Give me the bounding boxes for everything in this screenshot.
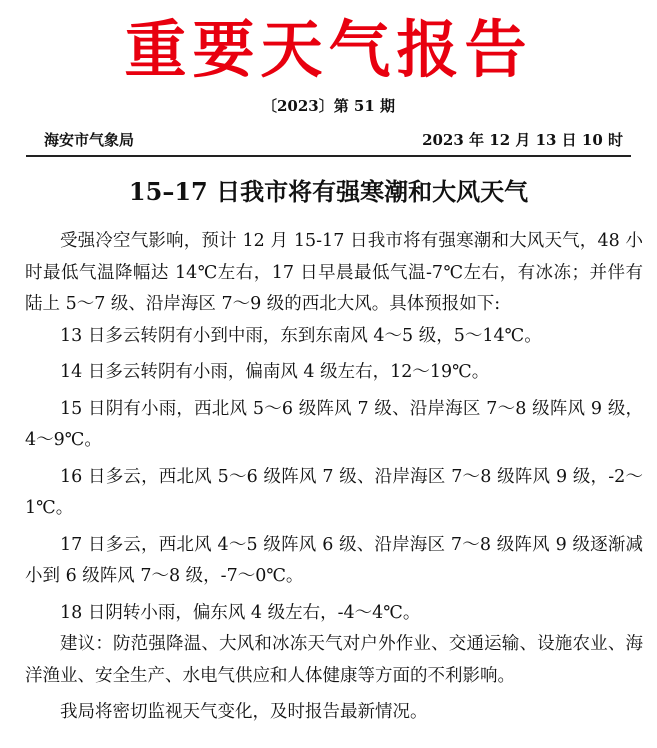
intro-paragraph: 受强冷空气影响，预计 12 月 15-17 日我市将有强寒潮和大风天气，48 小时最低气温降幅达 14℃左右，17 日早晨最低气温-7℃左右，有冰冻；并伴有陆上 5～7 级、沿岸海区 7～9 级的西北大风。具体预报如下: <box>25 231 644 314</box>
header-divider <box>26 155 631 157</box>
report-headline: 15–17 日我市将有强寒潮和大风天气 <box>128 177 529 206</box>
issue-datetime: 2023 年 12 月 13 日 10 时 <box>422 131 623 149</box>
forecast-day-17: 17 日多云，西北风 4～5 级阵风 6 级、沿岸海区 7～8 级阵风 9 级逐渐减小到 6 级阵风 7～8 级，-7～0℃。 <box>25 534 643 586</box>
report-body <box>25 226 643 729</box>
issuing-agency: 海安市气象局 <box>44 131 135 149</box>
issue-number: 〔2023〕第 51 期 <box>261 97 396 115</box>
forecast-day-15: 15 日阴有小雨，西北风 5～6 级阵风 7 级、沿岸海区 7～8 级阵风 9 级，4～9℃。 <box>25 398 643 450</box>
advice-paragraph: 建议：防范强降温、大风和冰冻天气对户外作业、交通运输、设施农业、海洋渔业、安全生产、水电气供应和人体健康等方面的不利影响。 <box>25 634 643 686</box>
forecast-day-16: 16 日多云，西北风 5～6 级阵风 7 级、沿岸海区 7～8 级阵风 9 级，-2～1℃。 <box>25 466 643 518</box>
forecast-day-14: 14 日多云转阴有小雨，偏南风 4 级左右，12～19℃。 <box>60 362 490 382</box>
forecast-day-13: 13 日多云转阴有小到中雨，东到东南风 4～5 级，5～14℃。 <box>60 325 542 346</box>
forecast-day-18: 18 日阴转小雨，偏东风 4 级左右，-4～4℃。 <box>60 602 421 623</box>
report-masthead-title: 重要天气报告 <box>124 13 533 86</box>
closing-paragraph: 我局将密切监视天气变化，及时报告最新情况。 <box>60 702 428 722</box>
